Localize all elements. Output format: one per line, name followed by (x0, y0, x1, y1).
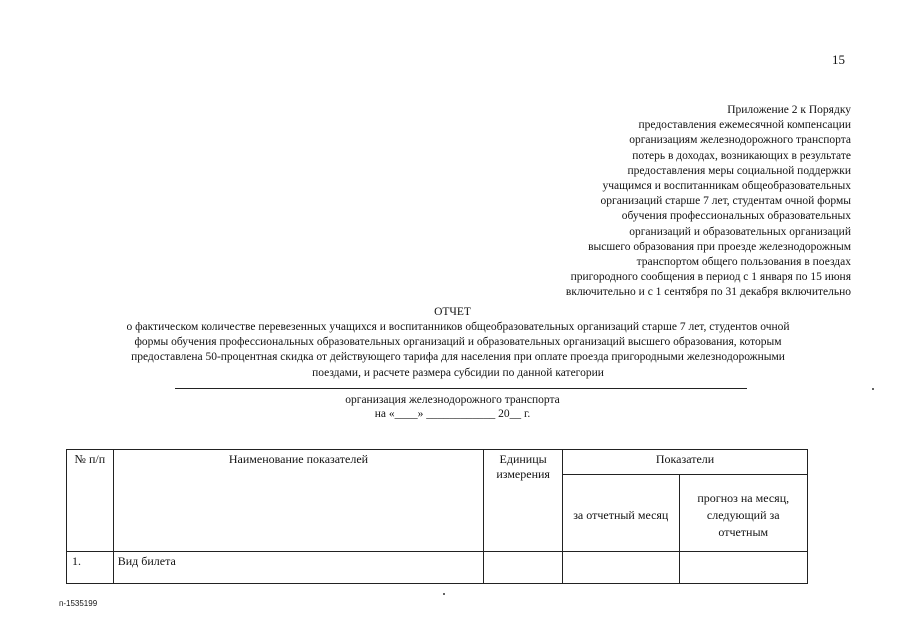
row-unit (484, 552, 563, 584)
report-description-line: поездами, и расчете размера субсидии по данной категории (312, 366, 604, 379)
appendix-line: организаций старше 7 лет, студентам очной формы (600, 195, 851, 208)
row-num: 1. (67, 552, 114, 584)
appendix-line: Приложение 2 к Порядку (727, 104, 851, 116)
appendix-line: организаций и образовательных организаций (629, 225, 851, 238)
report-description (78, 320, 838, 381)
report-title: ОТЧЕТ (434, 306, 471, 318)
appendix-line: транспортом общего пользования в поездах (636, 256, 851, 269)
appendix-line: включительно и с 1 сентября по 31 декабря включительно (565, 286, 851, 299)
row-forecast (679, 552, 808, 584)
header-reporting-month: за отчетный месяц (563, 475, 679, 552)
appendix-line: потерь в доходах, возникающих в результате (632, 149, 851, 162)
report-date-line: на «____» ____________ 20__ г. (374, 408, 531, 420)
header-forecast: прогноз на месяц, следующий за отчетным (679, 475, 808, 552)
scan-speck (443, 593, 445, 595)
table-header-row (67, 450, 808, 475)
header-name: Наименование показателей (113, 450, 483, 552)
appendix-line: предоставления ежемесячной компенсации (638, 119, 851, 132)
appendix-line: предоставления меры социальной поддержки (627, 164, 851, 177)
appendix-line: высшего образования при проезде железнодорожным (588, 240, 851, 253)
header-num: № п/п (67, 450, 114, 552)
report-description-line: предоставлена 50-процентная скидка от действующего тарифа для населения при оплате проезда пригородными железнодорожными (131, 351, 785, 364)
appendix-line: организациям железнодорожного транспорта (629, 134, 851, 147)
table-row (67, 552, 808, 584)
row-reporting-month (563, 552, 679, 584)
document-code: п-1535199 (59, 599, 98, 608)
scan-speck (872, 388, 874, 390)
organization-caption: организация железнодорожного транспорта (345, 394, 560, 406)
appendix-reference (491, 103, 851, 301)
report-description-line: о фактическом количестве перевезенных учащихся и воспитанников общеобразовательных организаций старше 7 лет, студентов очной (126, 321, 790, 333)
row-name: Вид билета (113, 552, 483, 584)
report-description-line: формы обучения профессиональных образовательных организаций и образовательных организаций высшего образования, которым (134, 336, 782, 349)
appendix-line: обучения профессиональных образовательных (621, 210, 851, 223)
page-number: 15 (832, 52, 845, 67)
header-unit: Единицы измерения (484, 450, 563, 552)
organization-fill-line (175, 388, 747, 389)
indicators-table (66, 449, 808, 584)
header-indicators: Показатели (563, 450, 808, 475)
appendix-line: пригородного сообщения в период с 1 января по 15 июня (570, 271, 851, 284)
appendix-line: учащимся и воспитанникам общеобразовательных (602, 180, 851, 193)
